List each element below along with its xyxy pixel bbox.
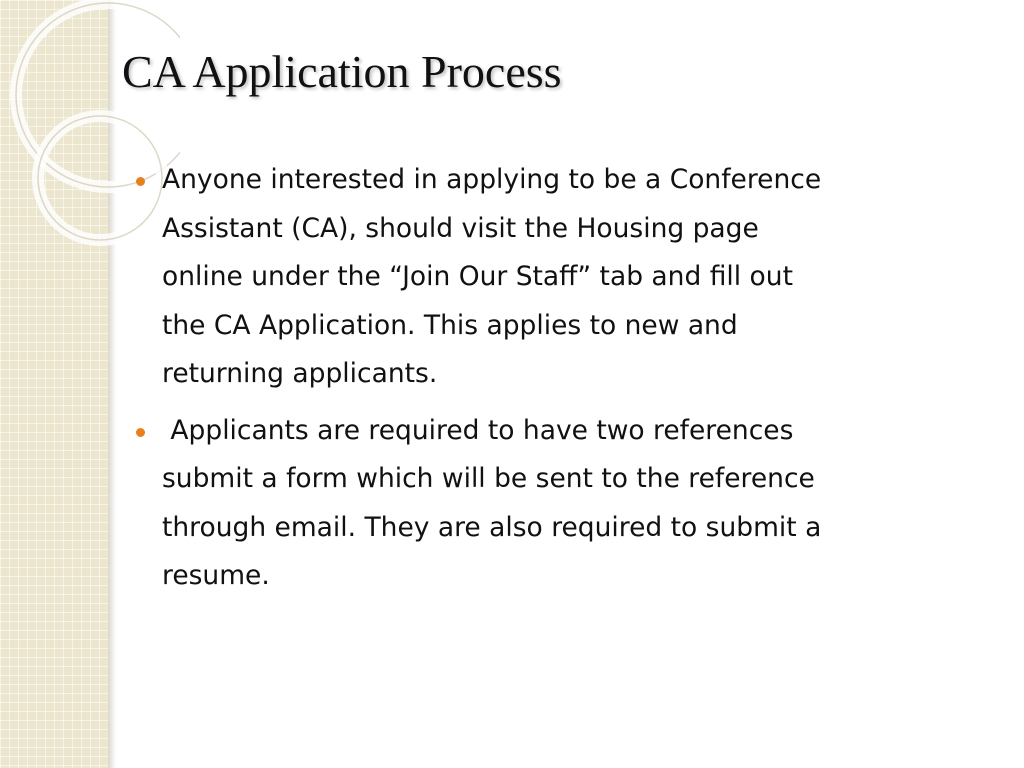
- bullet-line: returning applicants.: [162, 358, 438, 389]
- bullet-item: [162, 407, 1002, 601]
- slide-title: CA Application Process: [122, 46, 562, 97]
- bullet-list: [162, 156, 1002, 609]
- bullet-line: Applicants are required to have two references: [162, 414, 794, 446]
- bullet-line: submit a form which will be sent to the reference: [162, 463, 815, 494]
- bullet-dot-icon: [136, 428, 145, 437]
- bullet-line: Assistant (CA), should visit the Housing page: [162, 212, 759, 244]
- bullet-line: through email. They are also required to submit a: [162, 511, 822, 543]
- bullet-line: resume.: [162, 560, 270, 591]
- bullet-line: the CA Application. This applies to new and: [162, 309, 738, 341]
- bullet-item: [162, 156, 1002, 399]
- bullet-dot-icon: [136, 177, 145, 186]
- decorative-circles: [0, 0, 180, 260]
- bullet-line: Anyone interested in applying to be a Conference: [162, 164, 822, 195]
- bullet-line: online under the “Join Our Staff” tab and fill out: [162, 261, 793, 292]
